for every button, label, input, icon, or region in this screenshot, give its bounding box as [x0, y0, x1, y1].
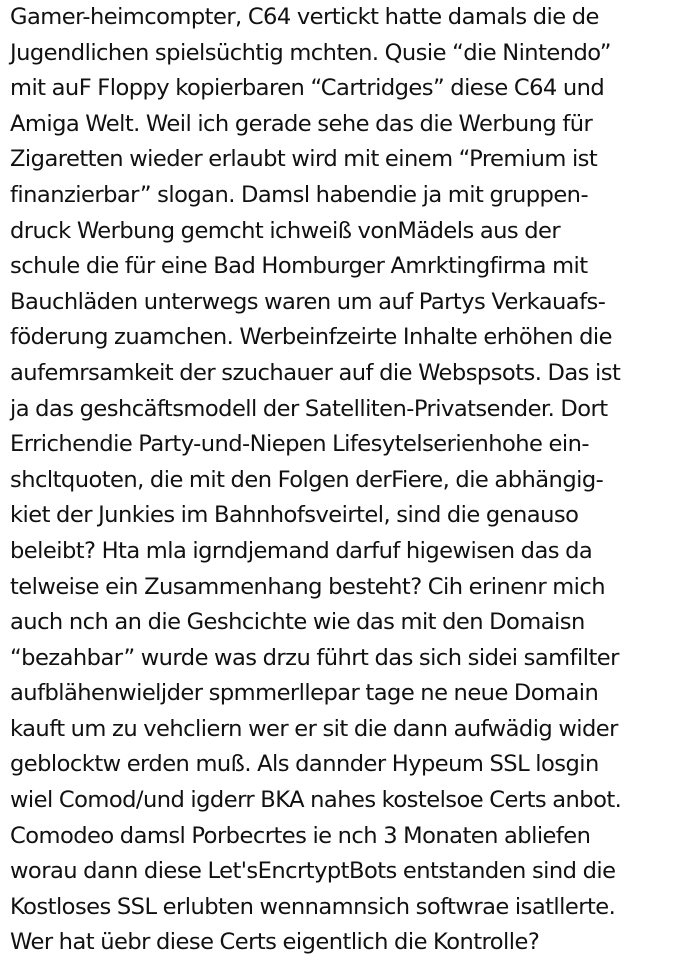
- text-line: Errichendie Party-und-Niepen Lifesytelserienhohe ein-: [10, 431, 589, 458]
- body-text: [10, 0, 680, 961]
- text-line: beleibt? Hta mla igrndjemand darfuf higewisen das da: [10, 537, 593, 564]
- text-line: Amiga Welt. Weil ich gerade sehe das die Werbung für: [10, 110, 593, 137]
- text-line: Comodeo damsl Porbecrtes ie nch 3 Monaten abliefen: [10, 822, 591, 849]
- text-line: kiet der Junkies im Bahnhofsveirtel, sind die genauso: [10, 502, 579, 529]
- text-line: aufemrsamkeit der szuchauer auf die Webspsots. Das ist: [10, 359, 621, 386]
- text-line: shcltquoten, die mit den Folgen derFiere, die abhängig-: [10, 466, 604, 493]
- text-line: Bauchläden unterwegs waren um auf Partys Verkauafs-: [10, 288, 606, 315]
- text-line: aufblähenwieljder spmmerllepar tage ne neue Domain: [10, 680, 599, 707]
- text-line: mit auF Floppy kopierbaren “Cartridges” diese C64 und: [10, 75, 605, 102]
- text-line: wiel Comod/und igderr BKA nahes kostelsoe Certs anbot.: [10, 787, 622, 814]
- text-line: auch nch an die Geshcichte wie das mit den Domaisn: [10, 609, 585, 636]
- text-line: Gamer-heimcompter, C64 vertickt hatte damals die de: [10, 4, 599, 30]
- text-line: Wer hat üebr diese Certs eigentlich die Kontrolle?: [10, 929, 540, 956]
- text-line: föderung zuamchen. Werbeinfzeirte Inhalte erhöhen die: [10, 324, 612, 351]
- text-line: druck Werbung gemcht ichweiß vonMädels aus der: [10, 217, 561, 244]
- text-line: schule die für eine Bad Homburger Amrktingfirma mit: [10, 253, 588, 280]
- text-line: finanzierbar” slogan. Damsl habendie ja mit gruppen-: [10, 181, 589, 208]
- text-line: telweise ein Zusammenhang besteht? Cih erinenr mich: [10, 573, 606, 600]
- text-line: kauft um zu vehcliern wer er sit die dann aufwädig wider: [10, 715, 618, 742]
- text-line: Jugendlichen spielsüchtig mchten. Qusie “die Nintendo”: [10, 39, 611, 66]
- text-line: Zigaretten wieder erlaubt wird mit einem “Premium ist: [10, 146, 598, 173]
- text-line: geblocktw erden muß. Als dannder Hypeum SSL losgin: [10, 751, 599, 778]
- text-line: “bezahbar” wurde was drzu führt das sich sidei samfilter: [10, 644, 619, 671]
- text-line: ja das geshcäftsmodell der Satelliten-Privatsender. Dort: [10, 395, 608, 422]
- text-line: worau dann diese Let'sEncrtyptBots entstanden sind die: [10, 858, 616, 885]
- text-line: Kostloses SSL erlubten wennamnsich softwrae isatllerte.: [10, 893, 616, 920]
